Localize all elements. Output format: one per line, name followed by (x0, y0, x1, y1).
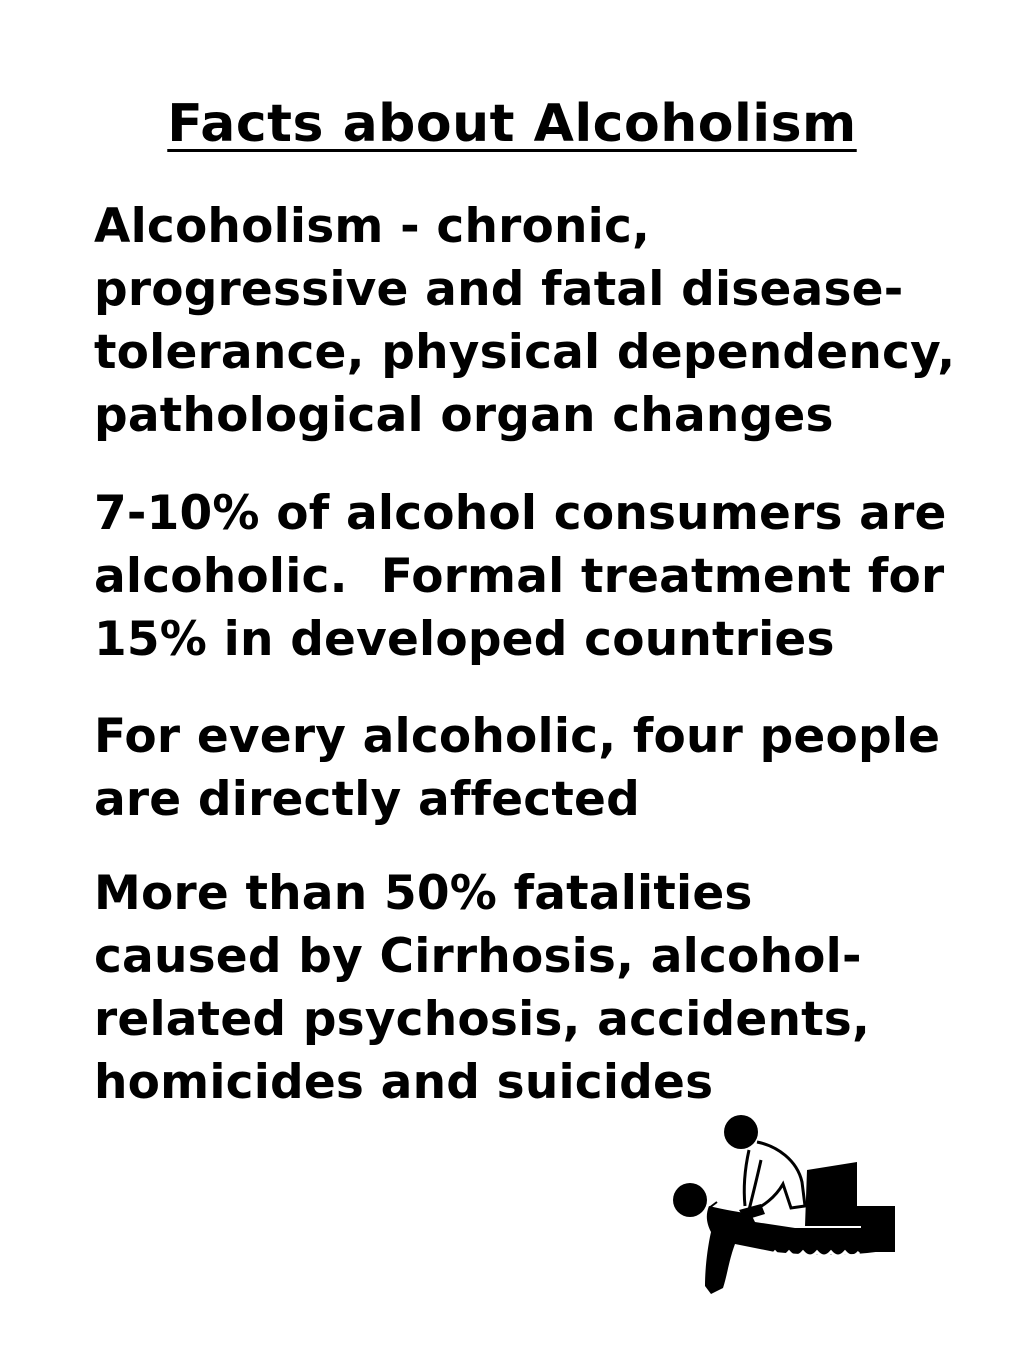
paragraph-line: caused by Cirrhosis, alcohol- (94, 929, 862, 984)
slide-title: Facts about Alcoholism (167, 94, 857, 154)
fact-paragraph-prevalence (94, 482, 954, 671)
paragraph-line: Alcoholism - chronic, (94, 199, 651, 254)
paragraph-line: progressive and fatal disease- (94, 262, 904, 317)
fact-paragraph-fatalities (94, 862, 954, 1114)
fact-paragraph-definition (94, 195, 954, 447)
paragraph-line: homicides and suicides (94, 1055, 714, 1110)
paragraph-line: 15% in developed countries (94, 612, 835, 667)
paragraph-line: related psychosis, accidents, (94, 992, 870, 1047)
paragraph-line: More than 50% fatalities (94, 866, 753, 921)
paragraph-line: tolerance, physical dependency, (94, 325, 956, 380)
paragraph-line: pathological organ changes (94, 388, 834, 443)
paragraph-line: 7-10% of alcohol consumers are (94, 486, 947, 541)
cpr-rescuer-patient-icon (665, 1110, 900, 1300)
paragraph-line: are directly affected (94, 772, 640, 827)
paragraph-line: alcoholic. Formal treatment for (94, 549, 945, 604)
fact-paragraph-affected (94, 705, 954, 831)
paragraph-line: For every alcoholic, four people (94, 709, 941, 764)
